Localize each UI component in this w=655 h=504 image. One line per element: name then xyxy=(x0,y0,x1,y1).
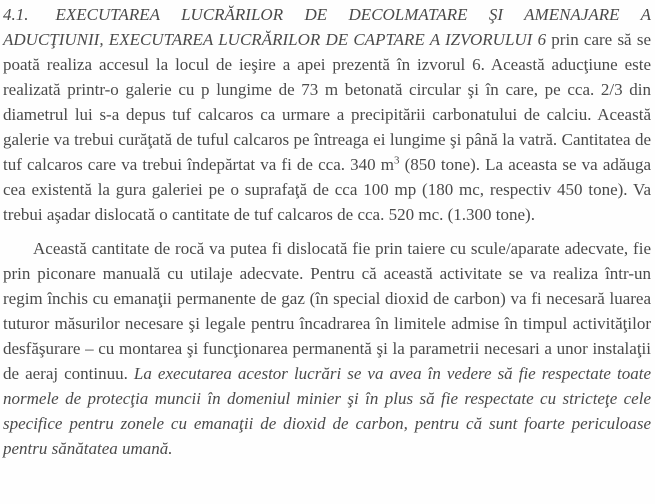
paragraph-2-normal-text: Această cantitate de rocă va putea fi dislocată fie prin taiere cu scule/aparate adecvate, fie prin piconare manuală cu utilaje adecvate. Pentru că această activitate se va realiza într-un regim închis cu emanaţii permanente de gaz (în special dioxid de carbon) va fi necesară luarea tuturor măsurilor necesare şi legale pentru încadrarea în limitele admise în timpul activităţilor desfăşurare – cu montarea şi funcţionarea permanentă şi la parametrii necesari a unor instalaţii de aeraj continuu. xyxy=(3,239,651,383)
paragraph-2 xyxy=(3,236,651,461)
paragraph-1-text-continued: (850 tone). La aceasta se va adăuga cea existentă la gura galeriei pe o suprafaţă de cca 100 mp (180 mc, respectiv 450 tone). Va trebui aşadar dislocată o cantitate de tuf calcaros de cca. 520 mc. (1.300 tone). xyxy=(3,155,651,224)
section-heading: EXECUTAREA LUCRĂRILOR DE DECOLMATARE ŞI AMENAJARE A ADUCŢIUNII, EXECUTAREA LUCRĂRILOR DE CAPTARE A IZVORULUI 6 xyxy=(3,5,651,49)
paragraph-2-italic-text: La executarea acestor lucrări se va avea în vedere să fie respectate toate normele de protecţia muncii în domeniul minier şi în plus să fie respectate cu stricteţe cele specifice pentru zonele cu emanaţii de dioxid de carbon, pentru că sunt foarte periculoase pentru sănătatea umană. xyxy=(3,364,651,458)
superscript-cubic-meters: 3 xyxy=(393,154,400,167)
section-number: 4.1. xyxy=(3,5,29,24)
paragraph-section-4-1 xyxy=(3,2,651,227)
paragraph-1-text: prin care să se poată realiza accesul la locul de ieşire a apei prezentă în izvorul 6. Această aducţiune este realizată printr-o galerie cu p lungime de 73 m betonată circular şi în care, pe cca. 2/3 din diametrul lui s-a depus tuf calcaros ca urmare a precipitării carbonatului de calciu. Această galerie va trebui curăţată de tuful calcaros pe întreaga ei lungime şi până la vatră. Cantitatea de tuf calcaros care va trebui îndepărtat va fi de cca. 340 m xyxy=(3,30,651,174)
